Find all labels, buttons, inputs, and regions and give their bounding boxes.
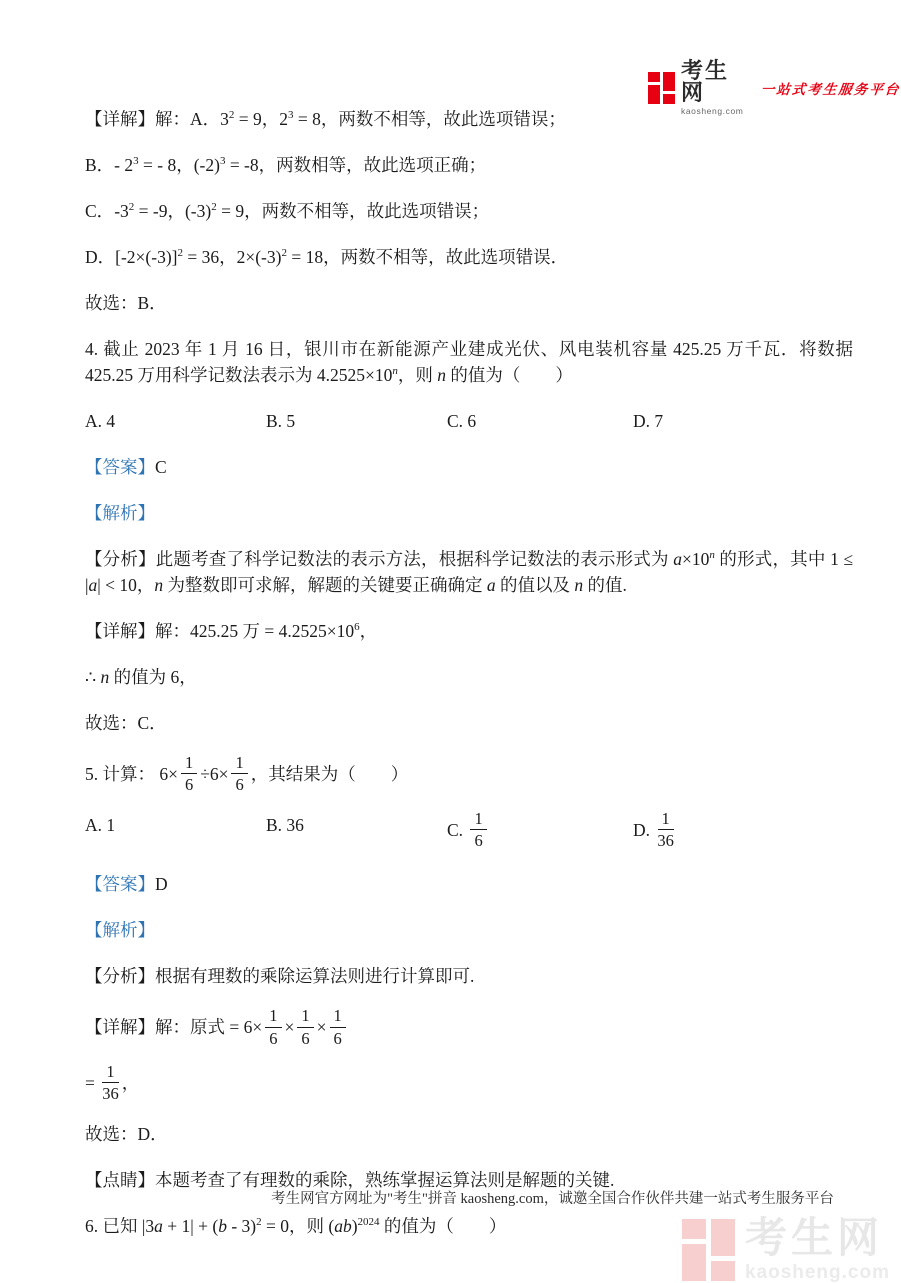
fraction-numerator: 1 <box>102 1063 118 1083</box>
conclusion-3 <box>85 290 853 316</box>
math-variable: a <box>486 575 496 595</box>
detail-5 <box>85 1006 853 1049</box>
text-fragment: × <box>316 1017 327 1038</box>
options-row <box>85 808 853 852</box>
text-fragment: 4.2525×10 <box>316 365 393 385</box>
math-fraction <box>470 810 486 850</box>
text-fragment: C. <box>447 819 468 840</box>
option-item <box>85 812 266 838</box>
text-fragment: A. 1 <box>85 814 116 835</box>
text-fragment: = -9， <box>134 201 185 221</box>
fraction-numerator: 1 <box>181 754 197 774</box>
answer-5 <box>85 871 853 897</box>
fraction-numerator: 1 <box>330 1007 346 1027</box>
math-superscript: 6 <box>354 621 360 634</box>
text-fragment: 的值为 6， <box>109 667 197 687</box>
math-variable: n <box>574 575 584 595</box>
text-fragment: ， <box>121 1072 140 1093</box>
text-fragment: 的值为（ ） <box>446 365 573 385</box>
analysis-label-4 <box>85 500 853 526</box>
analysis-label-5 <box>85 917 853 943</box>
math-variable: n <box>437 365 446 385</box>
fraction-denominator: 6 <box>235 775 244 795</box>
text-fragment: B. 5 <box>266 411 296 431</box>
text-fragment: 【分析】此题考查了科学记数法的表示方法，根据科学记数法的表示形式为 <box>85 549 674 569</box>
text-fragment: = 9，两数不相等，故此选项错误； <box>216 201 490 221</box>
text-fragment: [-2×(-3)] <box>115 247 178 267</box>
text-fragment: | < 10， <box>97 575 155 595</box>
fraction-denominator: 36 <box>102 1084 119 1104</box>
text-fragment: = <box>85 1072 100 1093</box>
option-item <box>633 408 853 434</box>
text-fragment: 2 <box>279 109 289 129</box>
math-superscript: 2 <box>177 247 183 260</box>
text-fragment: C. 6 <box>447 411 477 431</box>
text-fragment: ×10 <box>681 549 710 569</box>
text-fragment: 【点睛】本题考查了有理数的乘除，熟练掌握运算法则是解题的关键. <box>85 1169 615 1190</box>
fraction-denominator: 6 <box>185 775 194 795</box>
options-row <box>85 408 853 434</box>
section-label: 【解析】 <box>85 503 155 523</box>
section-label: 【答案】 <box>85 457 155 477</box>
math-superscript: n <box>709 549 715 562</box>
option-item <box>447 408 633 434</box>
kaosheng-watermark <box>682 1214 890 1283</box>
section-label: 【答案】 <box>85 874 155 895</box>
math-superscript: 2024 <box>357 1215 380 1228</box>
math-fraction <box>657 810 674 850</box>
math-fraction <box>181 754 197 794</box>
math-superscript: 2 <box>281 247 287 260</box>
math-superscript: 2 <box>128 201 135 214</box>
text-fragment: = 0，则 ( <box>261 1215 335 1236</box>
text-fragment: × <box>284 1017 295 1038</box>
text-fragment: D. 7 <box>633 411 664 431</box>
analysis-5 <box>85 963 853 989</box>
watermark-domain: kaosheng.com <box>744 1262 890 1283</box>
question-4 <box>85 336 858 388</box>
math-fraction <box>330 1007 346 1047</box>
option-item <box>266 408 447 434</box>
logo-domain: kaosheng.com <box>681 106 744 116</box>
text-fragment: 【详解】解：A． <box>85 109 221 129</box>
text-fragment: B. 36 <box>266 814 304 835</box>
detail-b <box>85 152 853 178</box>
text-fragment: ， <box>359 621 378 641</box>
text-fragment: 2 <box>124 155 134 175</box>
section-label: 【解析】 <box>85 920 155 941</box>
text-fragment: 4. 截止 2023 年 1 月 16 日，银川市在新能源产业建成光伏、风电装机容量 425.25 万千瓦．将数据 425.25 万用科学记数法表示为 <box>85 339 858 385</box>
math-variable: ab <box>334 1215 352 1236</box>
text-fragment: 【分析】根据有理数的乘除运算法则进行计算即可. <box>85 966 475 987</box>
option-item <box>85 408 266 434</box>
text-fragment: 的形式，其中 1 ≤ | <box>85 549 858 595</box>
text-fragment: = 9， <box>234 109 280 129</box>
text-fragment: + 1| + ( <box>162 1215 219 1236</box>
fraction-denominator: 6 <box>301 1028 310 1048</box>
option-item <box>633 808 853 852</box>
option-item <box>266 812 447 838</box>
logo-tagline: 一站式考生服务平台 <box>759 81 901 97</box>
text-fragment: 故选：B． <box>85 293 167 313</box>
kaosheng-watermark-icon <box>682 1219 735 1281</box>
fraction-denominator: 6 <box>333 1028 342 1048</box>
option-item <box>447 808 633 852</box>
text-fragment: 2×(-3) <box>236 247 282 267</box>
fraction-numerator: 1 <box>265 1007 281 1027</box>
math-superscript: n <box>392 365 398 378</box>
math-superscript: 2 <box>256 1215 262 1228</box>
detail-5b <box>85 1061 853 1105</box>
text-fragment: 5. 计算： 6× <box>85 763 178 784</box>
question-5 <box>85 753 853 796</box>
math-variable: b <box>218 1215 227 1236</box>
fraction-numerator: 1 <box>470 810 486 830</box>
text-fragment: D. <box>633 819 655 840</box>
math-variable: n <box>100 667 110 687</box>
watermark-title: 考生网 <box>744 1214 883 1261</box>
text-fragment: -3 <box>114 201 129 221</box>
detail-a <box>85 106 853 132</box>
content-lines <box>85 106 858 1259</box>
detail-d <box>85 244 853 270</box>
text-fragment: ∴ <box>85 667 101 687</box>
text-fragment: ，则 <box>397 365 438 385</box>
text-fragment: 3 <box>220 109 229 129</box>
math-superscript: 3 <box>288 109 294 122</box>
math-variable: a <box>673 549 682 569</box>
text-fragment: D <box>155 874 168 895</box>
math-variable: a <box>154 1215 163 1236</box>
math-variable: n <box>154 575 164 595</box>
text-fragment: 4.2525×10 <box>278 621 355 641</box>
answer-4 <box>85 454 853 480</box>
text-fragment: 为整数即可求解，解题的关键要正确确定 <box>163 575 487 595</box>
kaosheng-logo-icon <box>648 72 675 104</box>
math-fraction <box>297 1007 313 1047</box>
text-fragment: 6. 已知 |3 <box>85 1215 155 1236</box>
analysis-4 <box>85 546 858 598</box>
fraction-denominator: 6 <box>269 1028 278 1048</box>
math-variable: a <box>88 575 98 595</box>
text-fragment: 的值. <box>583 575 627 595</box>
detail-4 <box>85 618 853 644</box>
text-fragment: 【详解】解：原式 = 6× <box>85 1017 263 1038</box>
fraction-numerator: 1 <box>658 810 674 830</box>
text-fragment: ) <box>351 1215 358 1236</box>
page-footer: 考生网官方网址为"考生"拼音 kaosheng.com，诚邀全国合作伙伴共建一站式考生服务平台 <box>271 1191 834 1207</box>
text-fragment: B．- <box>85 155 125 175</box>
fraction-denominator: 36 <box>657 830 674 850</box>
text-fragment: - 3) <box>226 1215 257 1236</box>
math-superscript: 2 <box>211 201 217 214</box>
text-fragment: A. 4 <box>85 411 116 431</box>
text-fragment: C <box>155 457 167 477</box>
detail-c <box>85 198 853 224</box>
text-fragment: = 18，两数不相等，故此选项错误． <box>286 247 569 267</box>
math-superscript: 3 <box>133 155 139 168</box>
conclusion-4 <box>85 710 853 736</box>
text-fragment: = 36， <box>182 247 237 267</box>
text-fragment: 的值以及 <box>495 575 575 595</box>
text-fragment: 的值为（ ） <box>379 1215 507 1236</box>
text-fragment: 【详解】解：425.25 万 = <box>85 621 279 641</box>
text-fragment: 故选：D． <box>85 1123 168 1144</box>
math-fraction <box>102 1063 119 1103</box>
text-fragment: (-2) <box>193 155 220 175</box>
text-fragment: = -8，两数相等，故此选项正确； <box>225 155 487 175</box>
text-fragment: = - 8， <box>138 155 194 175</box>
therefore-4 <box>85 664 853 690</box>
math-superscript: 3 <box>219 155 226 168</box>
text-fragment: C． <box>85 201 115 221</box>
math-fraction <box>265 1007 281 1047</box>
math-fraction <box>231 754 247 794</box>
fraction-denominator: 6 <box>474 830 483 850</box>
text-fragment: ÷6× <box>200 763 229 784</box>
text-fragment: ，其结果为（ ） <box>250 763 409 784</box>
text-fragment: = 8，两数不相等，故此选项错误； <box>293 109 566 129</box>
logo-title: 考生网 <box>681 58 730 105</box>
fraction-numerator: 1 <box>231 754 247 774</box>
text-fragment: D． <box>85 247 116 267</box>
conclusion-5 <box>85 1121 853 1147</box>
math-superscript: 2 <box>228 109 235 122</box>
text-fragment: 故选：C． <box>85 713 167 733</box>
fraction-numerator: 1 <box>297 1007 313 1027</box>
text-fragment: (-3) <box>184 201 212 221</box>
